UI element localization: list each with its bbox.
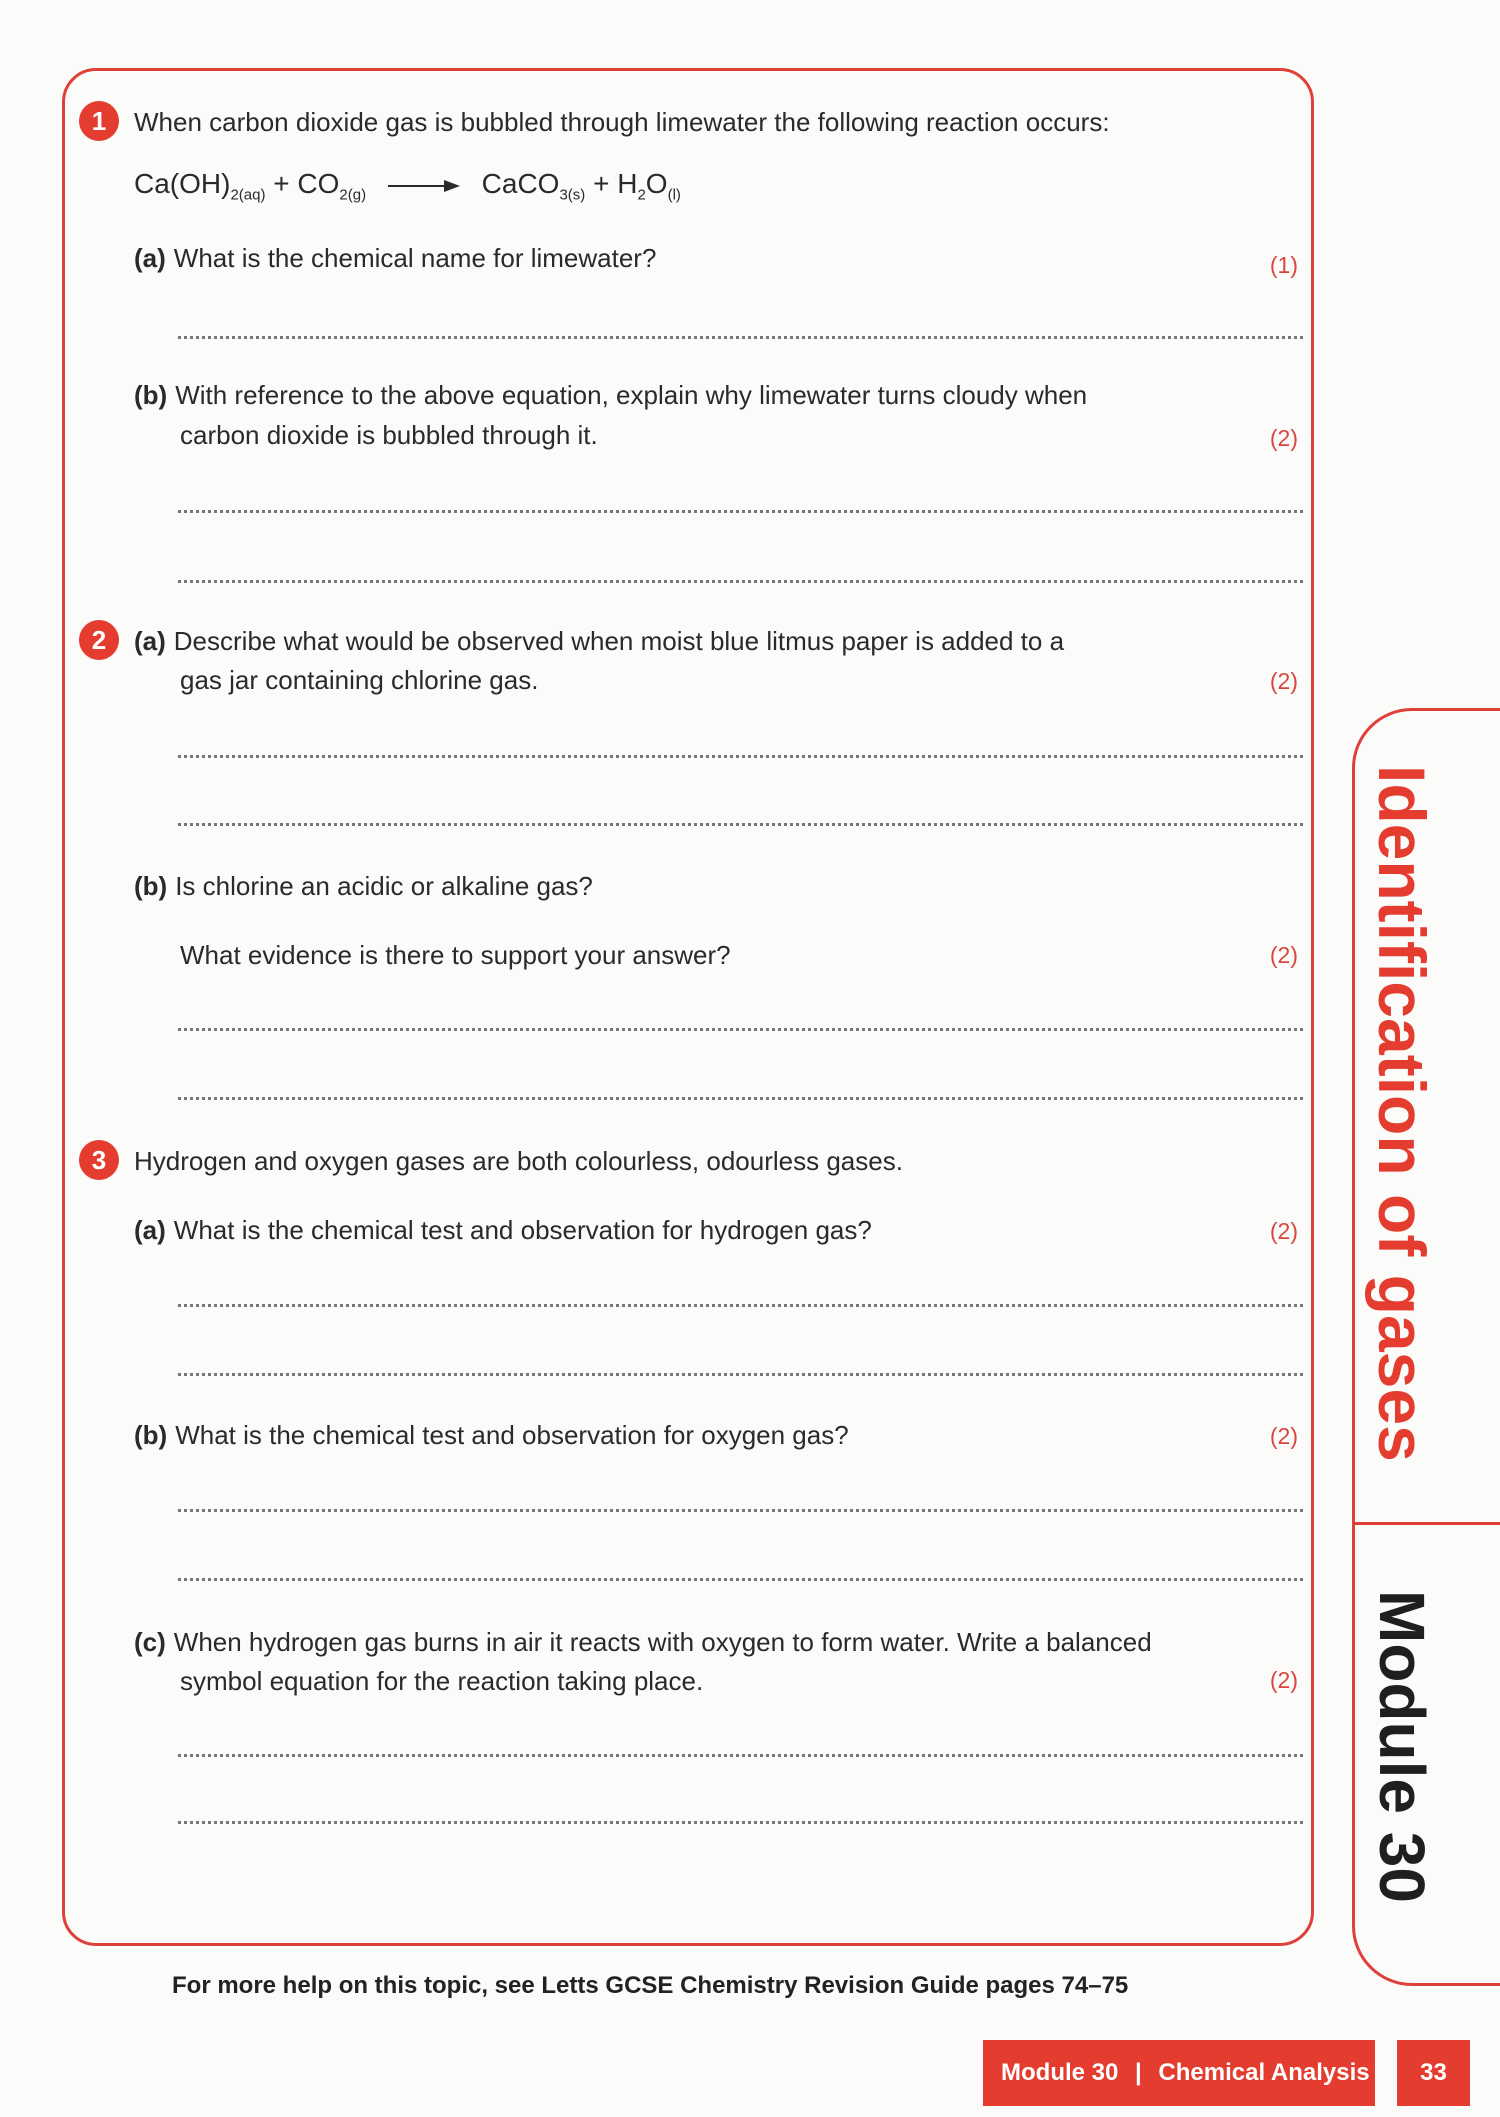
eq-plus: +: [593, 168, 610, 199]
eq-product-2-h: H: [617, 168, 638, 199]
question-1b: [134, 375, 1087, 415]
limewater-equation: [134, 168, 681, 204]
part-label: (b): [134, 1420, 168, 1450]
module-title-vertical: Module 30: [1366, 1590, 1438, 1903]
question-text: With reference to the above equation, explain why limewater turns cloudy when: [175, 380, 1088, 410]
answer-line[interactable]: [178, 1028, 1303, 1031]
answer-line[interactable]: [178, 1097, 1303, 1100]
question-3c-line2: symbol equation for the reaction taking place.: [180, 1666, 704, 1696]
footer-section-title: Chemical Analysis: [1158, 2059, 1370, 2086]
eq-reactant-2-state: 2(g): [339, 186, 367, 204]
part-label: (a): [134, 243, 166, 273]
question-1a: [134, 238, 656, 278]
question-1-stem: When carbon dioxide gas is bubbled through limewater the following reaction occurs:: [134, 107, 1110, 137]
question-2a-line2: gas jar containing chlorine gas.: [180, 665, 539, 695]
part-label: (c): [134, 1627, 166, 1657]
question-3-badge: 3: [79, 1140, 119, 1180]
reaction-arrow-icon: [388, 178, 460, 194]
question-1-badge: 1: [79, 101, 119, 141]
question-text: When hydrogen gas burns in air it reacts with oxygen to form water. Write a balanced: [173, 1627, 1152, 1657]
footer-module-box: [983, 2040, 1375, 2106]
marks-3c: (2): [1269, 1667, 1298, 1693]
answer-line[interactable]: [178, 1754, 1303, 1757]
part-label: (a): [134, 1215, 166, 1245]
eq-product-2-state: (l): [667, 186, 681, 204]
question-1b-line2: carbon dioxide is bubbled through it.: [180, 420, 598, 450]
page-number: 33: [1397, 2040, 1470, 2106]
part-label: (b): [134, 871, 168, 901]
topic-title-vertical: Identification of gases: [1365, 765, 1439, 1462]
answer-line[interactable]: [178, 1373, 1303, 1376]
part-label: (a): [134, 626, 166, 656]
answer-line[interactable]: [178, 580, 1303, 583]
question-3b: [134, 1415, 849, 1455]
answer-line[interactable]: [178, 823, 1303, 826]
question-2b-line2: What evidence is there to support your answer?: [180, 940, 731, 970]
marks-3b: (2): [1269, 1423, 1298, 1449]
answer-line[interactable]: [178, 1509, 1303, 1512]
marks-1b: (2): [1269, 425, 1298, 451]
footer-module-label: Module 30: [1001, 2059, 1119, 2086]
eq-reactant-1-state: 2(aq): [230, 186, 266, 204]
question-text: What is the chemical test and observation for oxygen gas?: [175, 1420, 849, 1450]
help-reference: For more help on this topic, see Letts GCSE Chemistry Revision Guide pages 74–75: [172, 1972, 1129, 1999]
marks-3a: (2): [1269, 1218, 1298, 1244]
answer-line[interactable]: [178, 755, 1303, 758]
answer-line[interactable]: [178, 1578, 1303, 1581]
answer-line[interactable]: [178, 1304, 1303, 1307]
eq-reactant-2: CO: [297, 168, 340, 199]
question-text: Describe what would be observed when moist blue litmus paper is added to a: [173, 626, 1065, 656]
marks-2b: (2): [1269, 942, 1298, 968]
eq-plus: +: [273, 168, 290, 199]
part-label: (b): [134, 380, 168, 410]
question-text: Is chlorine an acidic or alkaline gas?: [175, 871, 593, 901]
answer-line[interactable]: [178, 510, 1303, 513]
question-text: What is the chemical test and observation for hydrogen gas?: [173, 1215, 872, 1245]
question-2b: [134, 866, 593, 906]
eq-reactant-1: Ca(OH): [134, 168, 231, 199]
question-2a: [134, 621, 1064, 661]
marks-1a: (1): [1269, 252, 1298, 278]
eq-product-1-state: 3(s): [559, 186, 586, 204]
answer-line[interactable]: [178, 1821, 1303, 1824]
question-2-badge: 2: [79, 620, 119, 660]
eq-product-2-o: O: [645, 168, 668, 199]
marks-2a: (2): [1269, 668, 1298, 694]
footer-separator: |: [1135, 2059, 1142, 2086]
eq-product-2-h-sub: 2: [637, 186, 646, 204]
question-3-stem: Hydrogen and oxygen gases are both colourless, odourless gases.: [134, 1146, 903, 1176]
answer-line[interactable]: [178, 336, 1303, 339]
question-3c: [134, 1622, 1152, 1662]
side-tab-divider: [1352, 1522, 1500, 1525]
eq-product-1: CaCO: [481, 168, 560, 199]
question-3a: [134, 1210, 872, 1250]
question-text: What is the chemical name for limewater?: [173, 243, 657, 273]
